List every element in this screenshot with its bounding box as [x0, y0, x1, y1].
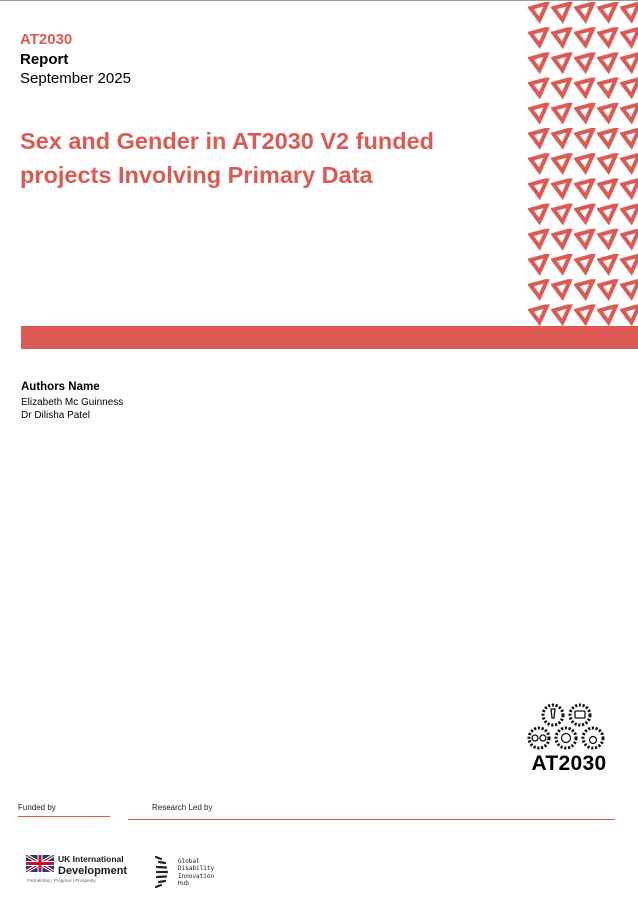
funder-name	[58, 855, 127, 877]
funder-name-line-2: Development	[58, 864, 128, 877]
at2030-wordmark: AT2030	[531, 752, 607, 775]
research-lead-line: Global	[178, 858, 200, 865]
triangle-pattern	[528, 2, 638, 326]
title-banner	[21, 326, 638, 349]
research-lead-line: Disability	[178, 865, 215, 873]
authors-heading: Authors Name	[21, 381, 100, 393]
report-title-line-2: projects Involving Primary Data	[20, 162, 373, 188]
report-type: Report	[20, 51, 69, 68]
top-rule	[0, 0, 638, 1]
research-lead-line: Innovation	[178, 872, 215, 880]
research-led-by-label: Research Led by	[152, 803, 213, 812]
research-lead-line: Hub	[178, 879, 189, 887]
brand-label: AT2030	[20, 31, 73, 48]
research-led-by-rule	[128, 819, 615, 820]
gdi-hub-icon	[152, 853, 178, 891]
report-title-line-1: Sex and Gender in AT2030 V2 funded	[20, 128, 434, 154]
funded-by-rule	[18, 816, 110, 817]
uk-flag-icon	[26, 855, 54, 872]
author-name: Dr Dilisha Patel	[21, 410, 90, 421]
report-date: September 2025	[20, 70, 131, 87]
funded-by-label: Funded by	[18, 803, 56, 812]
author-name: Elizabeth Mc Guinness	[21, 397, 124, 408]
funder-tagline: Partnership | Progress | Prosperity	[27, 878, 96, 883]
report-title	[20, 124, 510, 192]
funder-name-line-1: UK International	[58, 854, 124, 864]
research-lead-name	[178, 858, 214, 887]
